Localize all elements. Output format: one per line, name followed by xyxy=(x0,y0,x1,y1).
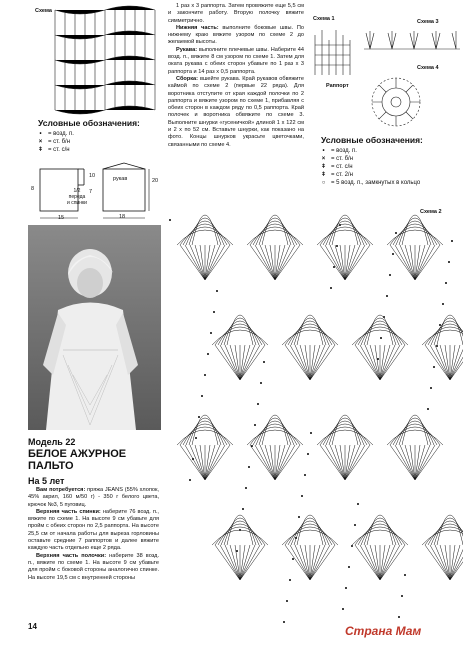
dim-8: 8 xyxy=(31,186,35,192)
legend-item xyxy=(319,179,455,187)
size-diagram xyxy=(28,163,168,225)
scheme2-title: Схема 2 xyxy=(420,209,442,215)
paragraph-body: 1 раз х 3 раппорта. Затем провяжите еще 5,5 см и закончите работу. Вторую полочку вяжите симметрично. xyxy=(168,3,304,24)
paragraph-lead: Верхняя часть спинки: xyxy=(36,508,101,515)
paragraph-lead: Нижняя часть: xyxy=(176,24,219,31)
legend-symbol: • xyxy=(322,148,325,154)
model-number: Модель 22 xyxy=(28,437,76,447)
paragraph-body: пряжа JEANS (55% хлопок, 45% акрил, 160 м/50 г) - 350 г белого цвета, крючок №3, 5 пуговиц. xyxy=(28,487,159,508)
scheme-title-left: Схема xyxy=(35,8,52,14)
legend-item xyxy=(319,163,455,171)
paragraph xyxy=(168,47,304,76)
legend-symbol: ǂ xyxy=(321,172,326,178)
scheme4-flower xyxy=(366,72,426,132)
watermark: Страна Мам xyxy=(345,624,422,638)
paragraph xyxy=(28,509,159,553)
paragraph-body: выполните плечевые швы. Наберите 44 возд. п., вяжите 8 см узором по схеме 1. Затем для оката рукава с обеих сторон убавьте по 1 раз х 3 раппорта и 14 раз х 0,5 раппорта. xyxy=(168,46,304,75)
legend-right xyxy=(315,135,455,187)
legend-right-title: Условные обозначения: xyxy=(321,135,423,145)
legend-text: = ст. б/н xyxy=(331,156,354,162)
paragraph xyxy=(168,25,304,47)
legend-symbol: • xyxy=(39,131,42,137)
legend-symbol: × xyxy=(38,139,43,145)
paragraph-lead: Вам потребуется: xyxy=(36,487,86,493)
legend-text: = ст. 2/н xyxy=(331,172,353,178)
paragraph-body: выполните боковые швы. По нижнему краю вяжите узором по схеме 2 до желаемой высоты. xyxy=(168,24,304,46)
legend-text: = возд. п. xyxy=(331,148,357,154)
legend-text: = ст. б/н xyxy=(48,139,71,145)
dim-15: 15 xyxy=(58,215,65,221)
legend-symbol: ǂ xyxy=(38,147,43,153)
scheme2-drawing xyxy=(165,215,457,630)
legend-item xyxy=(36,146,158,154)
legend-symbol: ○ xyxy=(321,180,326,186)
model-title: БЕЛОЕ АЖУРНОЕ ПАЛЬТО xyxy=(28,448,127,472)
legend-text: = ст. с/н xyxy=(48,147,70,153)
page-number: 14 xyxy=(28,622,37,631)
paragraph xyxy=(168,3,304,25)
legend-symbol: × xyxy=(321,156,326,162)
legend-item xyxy=(319,171,455,179)
legend-text: = возд. п. xyxy=(48,131,74,137)
paragraph xyxy=(168,76,304,149)
paragraph-lead: Рукава: xyxy=(176,46,198,53)
scheme3-title: Схема 3 xyxy=(417,19,439,25)
piece-label-half: 1/2 переда и спинки xyxy=(67,188,87,206)
scheme-left-grid xyxy=(55,10,155,110)
legend-text: = ст. с/н xyxy=(331,164,353,170)
paragraph-lead: Сборка: xyxy=(176,75,199,82)
paragraph-lead: Верхняя часть полочки: xyxy=(36,552,107,559)
legend-item xyxy=(319,147,455,155)
legend-item xyxy=(36,130,158,138)
legend-left xyxy=(28,118,158,154)
middle-text-column xyxy=(168,3,304,149)
scheme3-drawing xyxy=(362,27,462,55)
dim-7: 7 xyxy=(89,189,93,195)
paragraph-body: наберите 76 возд. п., вяжите по схеме 1. На высоте 9 см убавьте для пройм с обеих сторон по 2,5 раппорта. На высоте 25,5 см от начала работы для выреза горловины оставьте средние 7 раппортов и далее вяжите каждую часть отдельно еще 2 ряда. xyxy=(28,508,159,552)
legend-symbol: ǂ xyxy=(321,164,326,170)
scheme1-title: Схема 1 xyxy=(313,16,335,22)
paragraph xyxy=(28,553,159,582)
paragraph xyxy=(28,487,159,509)
scheme4-title: Схема 4 xyxy=(417,65,439,71)
model-size: На 5 лет xyxy=(28,476,65,486)
paragraph-body: наберите 38 возд. п., вяжите по схеме 1. На высоте 9 см убавьте для пройм с боковой стороны аналогично спинке. На высоте 19,5 см с внутренней стороны xyxy=(28,552,159,581)
legend-text: = 5 возд. п., замкнутых в кольцо xyxy=(331,180,421,186)
left-text-column xyxy=(28,487,159,582)
dim-18: 18 xyxy=(119,214,126,220)
scheme1-drawing xyxy=(310,25,355,80)
legend-item xyxy=(36,138,158,146)
model-photo xyxy=(28,225,161,430)
legend-left-title: Условные обозначения: xyxy=(38,118,140,128)
dim-20: 20 xyxy=(152,178,159,184)
sleeve-label: рукав xyxy=(113,176,128,182)
rapport-label: Раппорт xyxy=(326,83,349,89)
dim-10: 10 xyxy=(89,173,96,179)
legend-item xyxy=(319,155,455,163)
paragraph-body: вшейте рукава. Край рукавов обвяжите каймой по схеме 2 (первые 22 ряда). Для воротника отступите от края каждой полочки по 2 раппорта и вяжите узором по схеме 1, прибавляя с обеих сторон в каждом ряду по 0,5 раппорта. Край полочек и воротника обвяжите по схеме 3. Выполните шнурки «гусеничкой» длиной 1 х 122 см и 2 х по 52 см. Вставьте шнурки, как показано на фото. Концы шнурков украсьте цветочками, связанными по схеме 4. xyxy=(168,75,304,148)
